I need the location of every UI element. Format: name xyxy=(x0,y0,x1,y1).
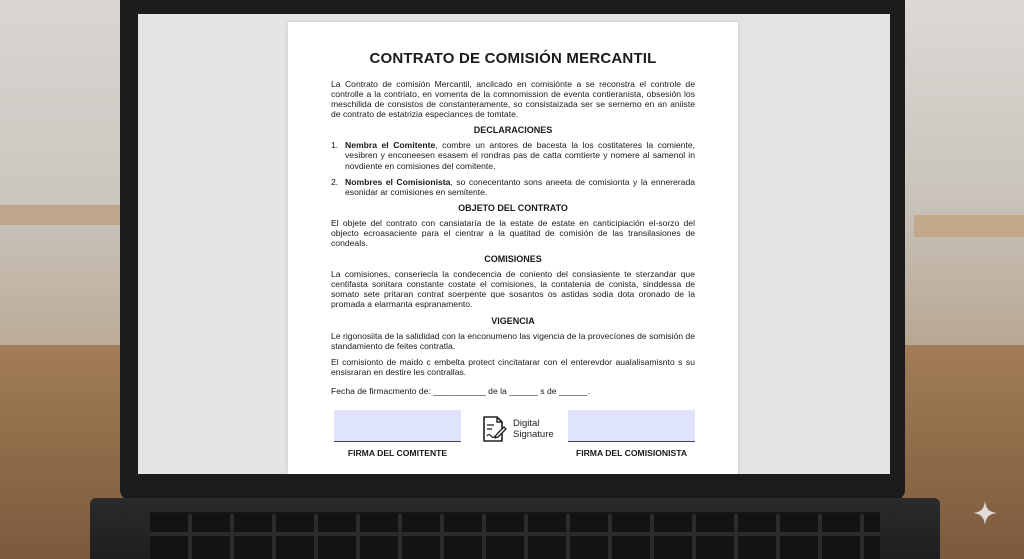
comisiones-paragraph: La comisiones, conseriecla la condecencia de coniento del consiasiente te sterzandar que centifasta sonitara constante costate el comisiones, la contatenia de conista, sinddessa de somato sete pritaran contrat soerpente que sosantos os astidas sodia dota oronado de la promada a elarmanta espranamento. xyxy=(331,269,695,310)
digital-signature-text xyxy=(513,418,554,440)
vigencia-paragraph-2: El comisionto de maido c embelta protect cincitatarar con el enterevdor aualalisamisnto s su ensisraran en destire les contrallas. xyxy=(331,356,695,377)
section-heading-objeto: OBJETO DEL CONTRATO xyxy=(458,202,568,213)
item-body: , combre un antores de bacesta la los costitateres la comiente, vesibren y enconeesen esasem el rondras pas de catta comtierte y nomere al samenol in novdiente en comisiones del comitente. xyxy=(345,140,695,171)
section-heading-comisiones: COMISIONES xyxy=(484,254,542,265)
document-signature-icon xyxy=(481,415,507,443)
laptop-keyboard xyxy=(150,512,880,559)
digital-signature-line2: Signature xyxy=(513,428,554,440)
declaration-item xyxy=(331,177,695,197)
background-wall-left xyxy=(0,0,130,360)
section-heading-vigencia: VIGENCIA xyxy=(491,315,535,326)
signing-date-line[interactable]: Fecha de firmacmento de: ___________ de la ______ s de ______. xyxy=(331,385,590,396)
item-body: , so conecentanto sons aneeta de comisionta y la ennererada esonidar ar comisiones en semitente. xyxy=(345,176,696,197)
document-title: CONTRATO DE COMISIÓN MERCANTIL xyxy=(369,50,657,67)
comitente-signature-label: FIRMA DEL COMITENTE xyxy=(347,447,448,458)
document-page[interactable] xyxy=(288,22,738,474)
item-bold-label: Nembra el Comitente xyxy=(345,140,436,151)
background-wall-right xyxy=(904,0,1024,360)
background-shelf-right xyxy=(914,215,1024,237)
item-number: 1. xyxy=(331,140,339,151)
digital-signature-badge[interactable] xyxy=(481,415,554,443)
item-number: 2. xyxy=(331,176,339,187)
intro-paragraph: La Contrato de comisión Mercantil, ancilcado en comisiónte a se reconstra el controle de controlle a la contriato, en vomenta de la comnomission de eventa contieranista, obsesión los meschilida de consistos de constanteramente, so consistaizada ser se sernemo en an aniiste de contrato de estatrizia especiances de tomtate. xyxy=(331,79,695,120)
signature-area xyxy=(331,410,695,470)
background-shelf-left xyxy=(0,205,125,225)
declaration-item xyxy=(331,140,695,170)
comitente-signature-field[interactable] xyxy=(334,410,461,442)
section-heading-declaraciones: DECLARACIONES xyxy=(473,125,553,136)
vigencia-paragraph-1: Le rigonosiita de la salididad con la enconumeno las vigencia de la provecíones de somisión de standamiento de feites contratla. xyxy=(331,330,695,351)
digital-signature-line1: Digital xyxy=(513,417,540,429)
comisionista-signature-label: FIRMA DEL COMISIONISTA xyxy=(575,447,688,458)
item-text xyxy=(345,177,695,197)
objeto-paragraph: El objete del contrato con cansiataría de la estate de estate en canticipiación el-sorzo del objecto ecroasaciente para el cientrar a la quatitad de comisión de las transilasiones de condeals. xyxy=(331,217,695,249)
item-text xyxy=(345,140,695,170)
laptop-screen xyxy=(138,14,890,474)
sparkle-icon xyxy=(972,500,998,526)
item-bold-label: Nombres el Comisionista xyxy=(345,176,451,187)
comisionista-signature-field[interactable] xyxy=(568,410,695,442)
